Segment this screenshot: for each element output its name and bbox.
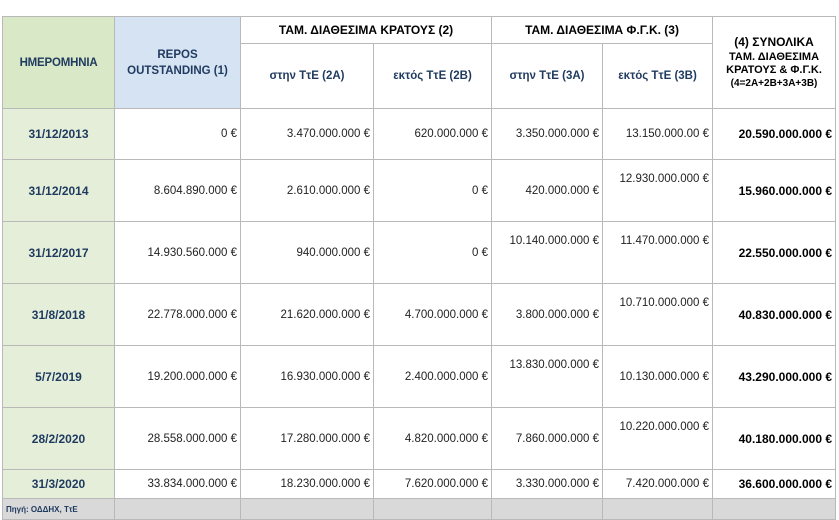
cell-gbe-out: 10.130.000.000 € xyxy=(603,346,713,408)
cell-total: 40.830.000.000 € xyxy=(713,284,836,346)
cell-gbe-in: 3.350.000.000 € xyxy=(492,109,603,160)
cell-total: 15.960.000.000 € xyxy=(713,160,836,222)
cell-date: 28/2/2020 xyxy=(3,408,115,470)
cell-state-in: 940.000.000 € xyxy=(241,222,374,284)
cell-state-in: 21.620.000.000 € xyxy=(241,284,374,346)
source-note: Πηγή: ΟΔΔΗΧ, ΤτΕ xyxy=(3,499,115,520)
cell-repos: 22.778.000.000 € xyxy=(115,284,241,346)
cell-repos: 14.930.560.000 € xyxy=(115,222,241,284)
cell-state-out: 4.700.000.000 € xyxy=(374,284,492,346)
table-row xyxy=(3,160,836,222)
cell-date: 31/12/2013 xyxy=(3,109,115,160)
table-row xyxy=(3,470,836,499)
cell-gbe-in: 3.800.000.000 € xyxy=(492,284,603,346)
cell-repos: 8.604.890.000 € xyxy=(115,160,241,222)
cell-gbe-out: 10.710.000.000 € xyxy=(603,284,713,346)
cell-gbe-out: 7.420.000.000 € xyxy=(603,470,713,499)
cell-state-out: 2.400.000.000 € xyxy=(374,346,492,408)
header-repos-line1: REPOS xyxy=(157,48,198,61)
footer-blank-cell xyxy=(713,499,836,520)
cell-total: 43.290.000.000 € xyxy=(713,346,836,408)
table-row xyxy=(3,222,836,284)
cell-total: 36.600.000.000 € xyxy=(713,470,836,499)
header-state-out: εκτός ΤτΕ (2Β) xyxy=(374,44,492,109)
cell-state-in: 16.930.000.000 € xyxy=(241,346,374,408)
cell-state-out: 0 € xyxy=(374,160,492,222)
header-gbe-out: εκτός ΤτΕ (3Β) xyxy=(603,44,713,109)
header-repos xyxy=(115,17,241,109)
table-row xyxy=(3,346,836,408)
footer-blank-cell xyxy=(115,499,241,520)
cash-reserves-table xyxy=(2,16,836,520)
header-total-line3: (4=2Α+2Β+3Α+3Β) xyxy=(730,77,818,89)
cell-gbe-out: 12.930.000.000 € xyxy=(603,160,713,222)
header-state-group: ΤΑΜ. ΔΙΑΘΕΣΙΜΑ ΚΡΑΤΟΥΣ (2) xyxy=(241,17,492,44)
table-row xyxy=(3,109,836,160)
header-state-in: στην ΤτΕ (2Α) xyxy=(241,44,374,109)
cell-gbe-in: 3.330.000.000 € xyxy=(492,470,603,499)
cell-gbe-in: 7.860.000.000 € xyxy=(492,408,603,470)
footer-blank-cell xyxy=(603,499,713,520)
cell-date: 31/12/2017 xyxy=(3,222,115,284)
header-gbe-group: ΤΑΜ. ΔΙΑΘΕΣΙΜΑ Φ.Γ.Κ. (3) xyxy=(492,17,713,44)
cell-state-out: 4.820.000.000 € xyxy=(374,408,492,470)
cell-total: 20.590.000.000 € xyxy=(713,109,836,160)
cell-total: 40.180.000.000 € xyxy=(713,408,836,470)
cell-repos: 33.834.000.000 € xyxy=(115,470,241,499)
cell-gbe-out: 10.220.000.000 € xyxy=(603,408,713,470)
footer-blank-cell xyxy=(492,499,603,520)
header-total-line1: (4) ΣΥΝΟΛΙΚΑ xyxy=(734,34,814,49)
cell-repos: 0 € xyxy=(115,109,241,160)
header-total xyxy=(713,17,836,109)
table-row xyxy=(3,284,836,346)
cell-repos: 19.200.000.000 € xyxy=(115,346,241,408)
cell-state-in: 3.470.000.000 € xyxy=(241,109,374,160)
cell-date: 5/7/2019 xyxy=(3,346,115,408)
cell-date: 31/3/2020 xyxy=(3,470,115,499)
cell-gbe-in: 10.140.000.000 € xyxy=(492,222,603,284)
cell-total: 22.550.000.000 € xyxy=(713,222,836,284)
cell-gbe-out: 13.150.000.00 € xyxy=(603,109,713,160)
cell-state-in: 17.280.000.000 € xyxy=(241,408,374,470)
header-gbe-in: στην ΤτΕ (3Α) xyxy=(492,44,603,109)
cell-state-out: 620.000.000 € xyxy=(374,109,492,160)
footer-blank-cell xyxy=(241,499,374,520)
cell-state-out: 7.620.000.000 € xyxy=(374,470,492,499)
cell-gbe-in: 13.830.000.000 € xyxy=(492,346,603,408)
header-total-line2: ΤΑΜ. ΔΙΑΘΕΣΙΜΑ ΚΡΑΤΟΥΣ & Φ.Γ.Κ. xyxy=(726,50,822,76)
cell-date: 31/8/2018 xyxy=(3,284,115,346)
header-repos-line2: OUTSTANDING (1) xyxy=(127,64,228,77)
cell-date: 31/12/2014 xyxy=(3,160,115,222)
cell-state-out: 0 € xyxy=(374,222,492,284)
cell-gbe-out: 11.470.000.000 € xyxy=(603,222,713,284)
header-date: ΗΜΕΡΟΜΗΝΙΑ xyxy=(3,17,115,109)
cell-repos: 28.558.000.000 € xyxy=(115,408,241,470)
table-footer-row xyxy=(3,499,836,520)
footer-blank-cell xyxy=(374,499,492,520)
cell-state-in: 2.610.000.000 € xyxy=(241,160,374,222)
table-row xyxy=(3,408,836,470)
cell-state-in: 18.230.000.000 € xyxy=(241,470,374,499)
cell-gbe-in: 420.000.000 € xyxy=(492,160,603,222)
